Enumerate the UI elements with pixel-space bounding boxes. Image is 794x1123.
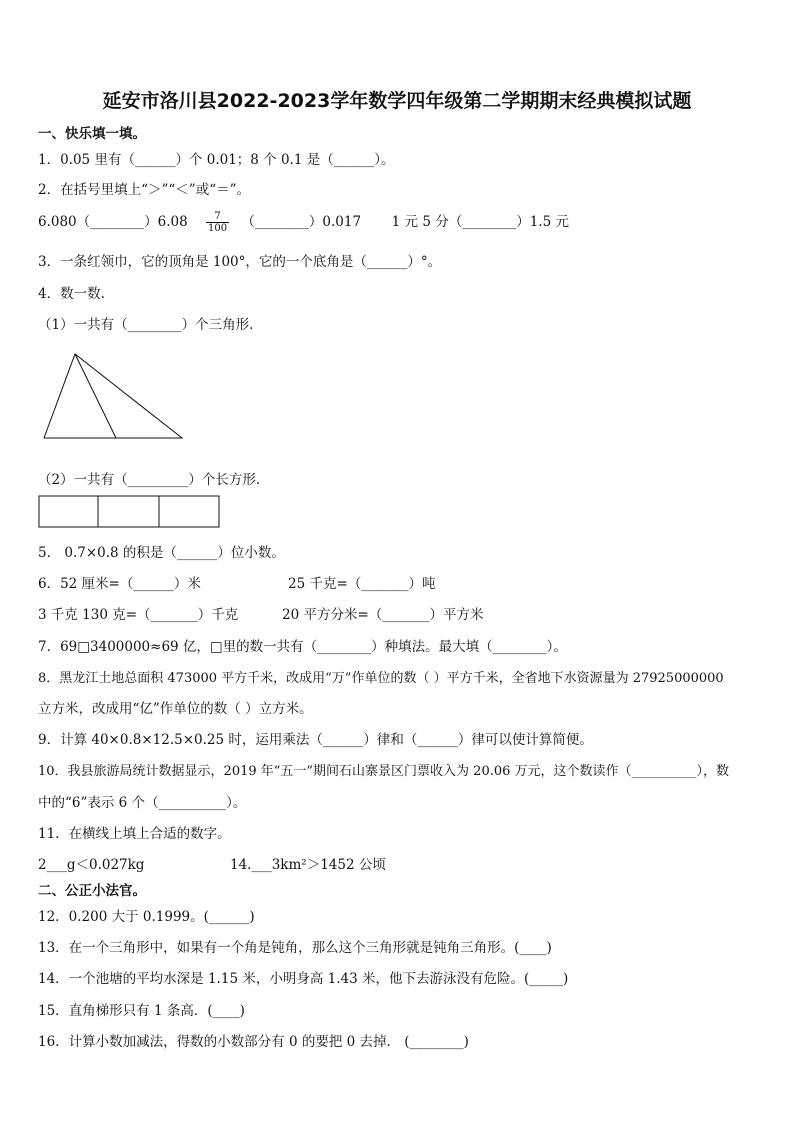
- outer-triangle: [44, 354, 182, 438]
- question-11b: 14.___3km²＞1452 公顷: [230, 857, 386, 873]
- question-13: 13．在一个三角形中，如果有一个角是钝角，那么这个三角形就是钝角三角形。(____): [38, 940, 552, 956]
- question-16: 16．计算小数加减法，得数的小数部分有 0 的要把 0 去掉． (________): [38, 1034, 469, 1050]
- question-2c: 1 元 5 分（________）1.5 元: [391, 214, 569, 230]
- question-4-1: （1）一共有（________）个三角形.: [38, 317, 254, 333]
- fraction-numerator: 7: [206, 211, 229, 223]
- question-8-line-1: 8．黑龙江土地总面积 473000 平方千米，改成用“万”作单位的数（ ）平方千米，全省地下水资源量为 27925000000: [38, 671, 724, 686]
- section-heading-1: 一、快乐填一填。: [38, 126, 146, 142]
- question-4: 4．数一数.: [38, 286, 105, 302]
- question-8-line-2: 立方米，改成用“亿”作单位的数（ ）立方米。: [38, 701, 313, 717]
- question-2a: 6.080（________）6.08: [38, 214, 188, 230]
- question-11a: 2___g＜0.027kg: [38, 857, 145, 873]
- triangle-figure: [40, 350, 186, 442]
- question-11: 11．在横线上填上合适的数字。: [38, 826, 231, 842]
- question-1: 1．0.05 里有（______）个 0.01；8 个 0.1 是（______）。: [38, 152, 395, 168]
- fraction: [206, 211, 229, 234]
- question-15: 15．直角梯形只有 1 条高．(____): [38, 1003, 245, 1019]
- question-12: 12．0.200 大于 0.1999。(______): [38, 909, 255, 925]
- section-heading-2: 二、公正小法官。: [38, 883, 146, 899]
- question-10-line-1: 10．我县旅游局统计数据显示，2019 年“五一”期间石山寨景区门票收入为 20.06 万元，这个数读作（__________），数: [38, 764, 730, 779]
- question-7: 7．69□3400000≈69 亿，□里的数一共有（________）种填法。最大填（________）。: [38, 639, 567, 655]
- question-6c: 3 千克 130 克=（_______）千克: [38, 607, 239, 623]
- question-9: 9．计算 40×0.8×12.5×0.25 时，运用乘法（______）律和（______）律可以使计算简便。: [38, 732, 593, 748]
- question-14: 14．一个池塘的平均水深是 1.15 米，小明身高 1.43 米，他下去游泳没有危险。(_____): [38, 971, 569, 987]
- question-2: 2．在括号里填上“＞”“＜”或“＝”。: [38, 182, 250, 198]
- page-title: 延安市洛川县2022-2023学年数学四年级第二学期期末经典模拟试题: [102, 90, 692, 112]
- rectangle-figure: [38, 494, 222, 530]
- question-2b: （________）0.017: [241, 214, 362, 230]
- question-6d: 20 平方分米=（_______）平方米: [282, 607, 484, 623]
- question-5: 5． 0.7×0.8 的积是（______）位小数。: [38, 545, 285, 561]
- question-10-line-2: 中的“6”表示 6 个（__________）。: [38, 795, 247, 811]
- question-2-row: [38, 210, 569, 234]
- question-4-2: （2）一共有（_________）个长方形.: [38, 472, 261, 488]
- fraction-denominator: 100: [208, 223, 228, 234]
- outer-rectangle: [39, 496, 219, 527]
- inner-line: [75, 354, 116, 438]
- question-6a: 6．52 厘米=（______）米: [38, 576, 201, 592]
- question-6b: 25 千克=（_______）吨: [288, 576, 436, 592]
- question-3: 3．一条红领巾，它的顶角是 100°，它的一个底角是（______）°。: [38, 254, 442, 270]
